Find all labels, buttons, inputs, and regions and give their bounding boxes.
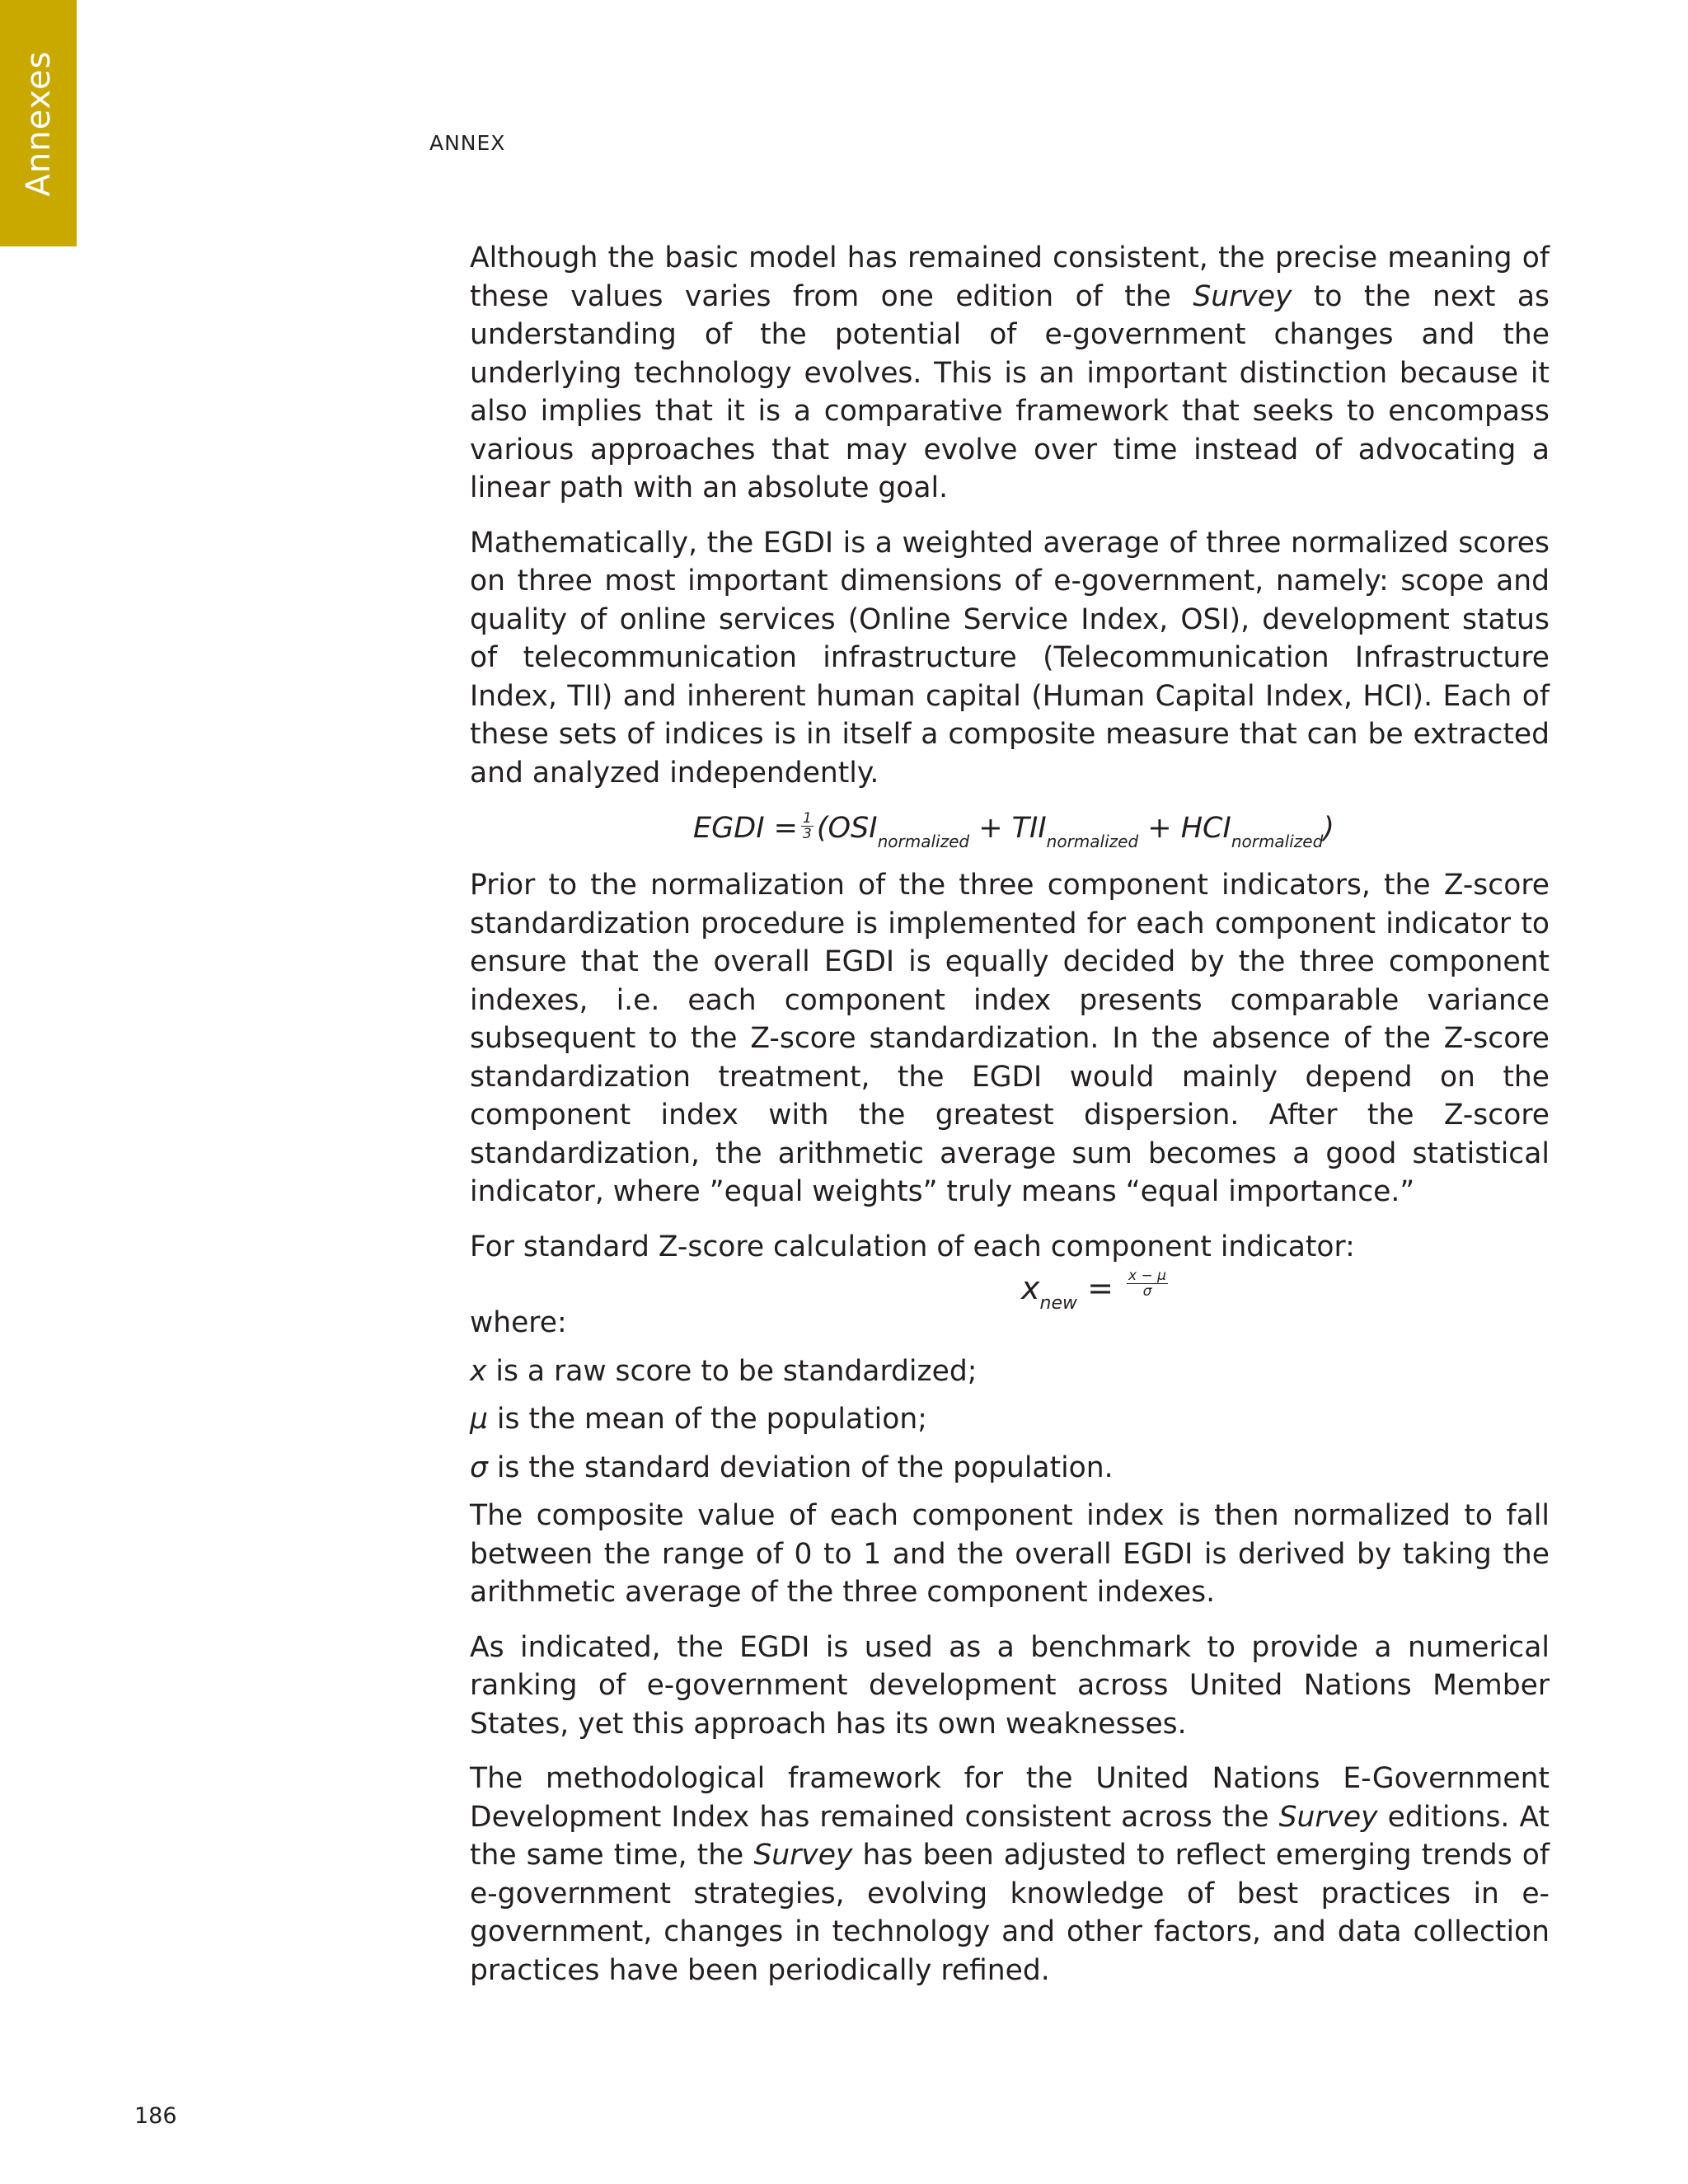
- page-number: 186: [134, 2103, 177, 2129]
- definition-x: [470, 1352, 1550, 1391]
- zscore-variable: x: [1021, 1270, 1040, 1306]
- definition-text: is the mean of the population;: [487, 1403, 927, 1436]
- paragraph-4: For standard Z-score calculation of each component indicator:: [470, 1230, 1355, 1263]
- definition-text: is the standard deviation of the population.: [487, 1451, 1114, 1484]
- osi-subscript: normalized: [877, 832, 970, 851]
- where-label: where:: [470, 1306, 567, 1339]
- paragraph-7-part-a: The methodological framework for the United Nations E-Government Development Index has remained consistent across the: [470, 1762, 1550, 1834]
- zscore-subscript: new: [1039, 1293, 1077, 1314]
- zscore-fraction: [1127, 1268, 1168, 1299]
- paragraph-5: The composite value of each component index is then normalized to fall between the range of 0 to 1 and the overall EGDI is derived by taking the arithmetic average of the three component indexes.: [470, 1499, 1550, 1609]
- definition-mu: [470, 1400, 1550, 1439]
- paragraph-1: [470, 239, 1550, 508]
- paragraph-1-part-a: Although the basic model has remained consistent, the precise meaning of these values varies from one edition of the: [470, 241, 1550, 313]
- definition-symbol: x: [470, 1354, 487, 1388]
- paragraph-6: As indicated, the EGDI is used as a benchmark to provide a numerical ranking of e-government development across United Nations Member States, yet this approach has its own weaknesses.: [470, 1630, 1550, 1741]
- tii-subscript: normalized: [1046, 832, 1139, 851]
- one-third-fraction: [801, 811, 814, 841]
- egdi-term-hci: + HCI: [1138, 812, 1231, 845]
- paragraph-7-part-b: editions. At the same time, the: [470, 1800, 1550, 1872]
- paragraph-7: [470, 1760, 1550, 1990]
- definition-text: is a raw score to be standardized;: [486, 1354, 978, 1388]
- body-text: [470, 239, 1550, 2006]
- survey-italic: Survey: [753, 1839, 853, 1872]
- survey-italic: Survey: [1193, 279, 1292, 313]
- fraction-numerator: 1: [803, 809, 812, 827]
- definition-symbol: σ: [470, 1451, 488, 1484]
- egdi-term-tii: + TII: [969, 812, 1047, 845]
- annexes-side-tab: [0, 0, 77, 246]
- zscore-denominator: σ: [1142, 1283, 1152, 1300]
- egdi-equation: [470, 804, 1550, 858]
- definition-symbol: μ: [470, 1403, 488, 1436]
- egdi-term-osi: (OSI: [816, 812, 878, 845]
- paragraph-1-part-b: to the next as understanding of the potential of e-government changes and the underlying technology evolves. This is an important distinction because it also implies that it is a comparative framework that seeks to encompass various approaches that may evolve over time instead of advocating a linear path with an absolute goal.: [470, 279, 1550, 504]
- hci-subscript: normalized: [1231, 832, 1324, 851]
- egdi-close-paren: ): [1323, 812, 1334, 845]
- running-head: ANNEX: [429, 131, 506, 155]
- zscore-numerator: x − μ: [1128, 1268, 1166, 1284]
- paragraph-3: Prior to the normalization of the three component indicators, the Z-score standardization procedure is implemented for each component indicator to ensure that the overall EGDI is equally decided by the three component indexes, i.e. each component index presents comparable variance subsequent to the Z-score standardization. In the absence of the Z-score standardization treatment, the EGDI would mainly depend on the component index with the greatest dispersion. After the Z-score standardization, the arithmetic average sum becomes a good statistical indicator, where ”equal weights” truly means “equal importance.”: [470, 869, 1550, 1208]
- definition-sigma: [470, 1449, 1550, 1488]
- paragraph-2: Mathematically, the EGDI is a weighted average of three normalized scores on three most important dimensions of e-government, namely: scope and quality of online services (Online Service Index, OSI), development status of telecommunication infrastructure (Telecommunication Infrastructure Index, TII) and inherent human capital (Human Capital Index, HCI). Each of these sets of indices is in itself a composite measure that can be extracted and analyzed independently.: [470, 526, 1550, 790]
- paragraph-7-part-c: has been adjusted to reflect emerging trends of e-government strategies, evolving knowledge of best practices in e-government, changes in technology and other factors, and data collection practices have been periodically refined.: [470, 1839, 1550, 1987]
- zscore-equals: =: [1087, 1270, 1114, 1306]
- egdi-lhs: EGDI =: [693, 812, 798, 845]
- survey-italic: Survey: [1278, 1800, 1378, 1834]
- side-tab-label: Annexes: [19, 50, 58, 196]
- fraction-denominator: 3: [803, 825, 812, 842]
